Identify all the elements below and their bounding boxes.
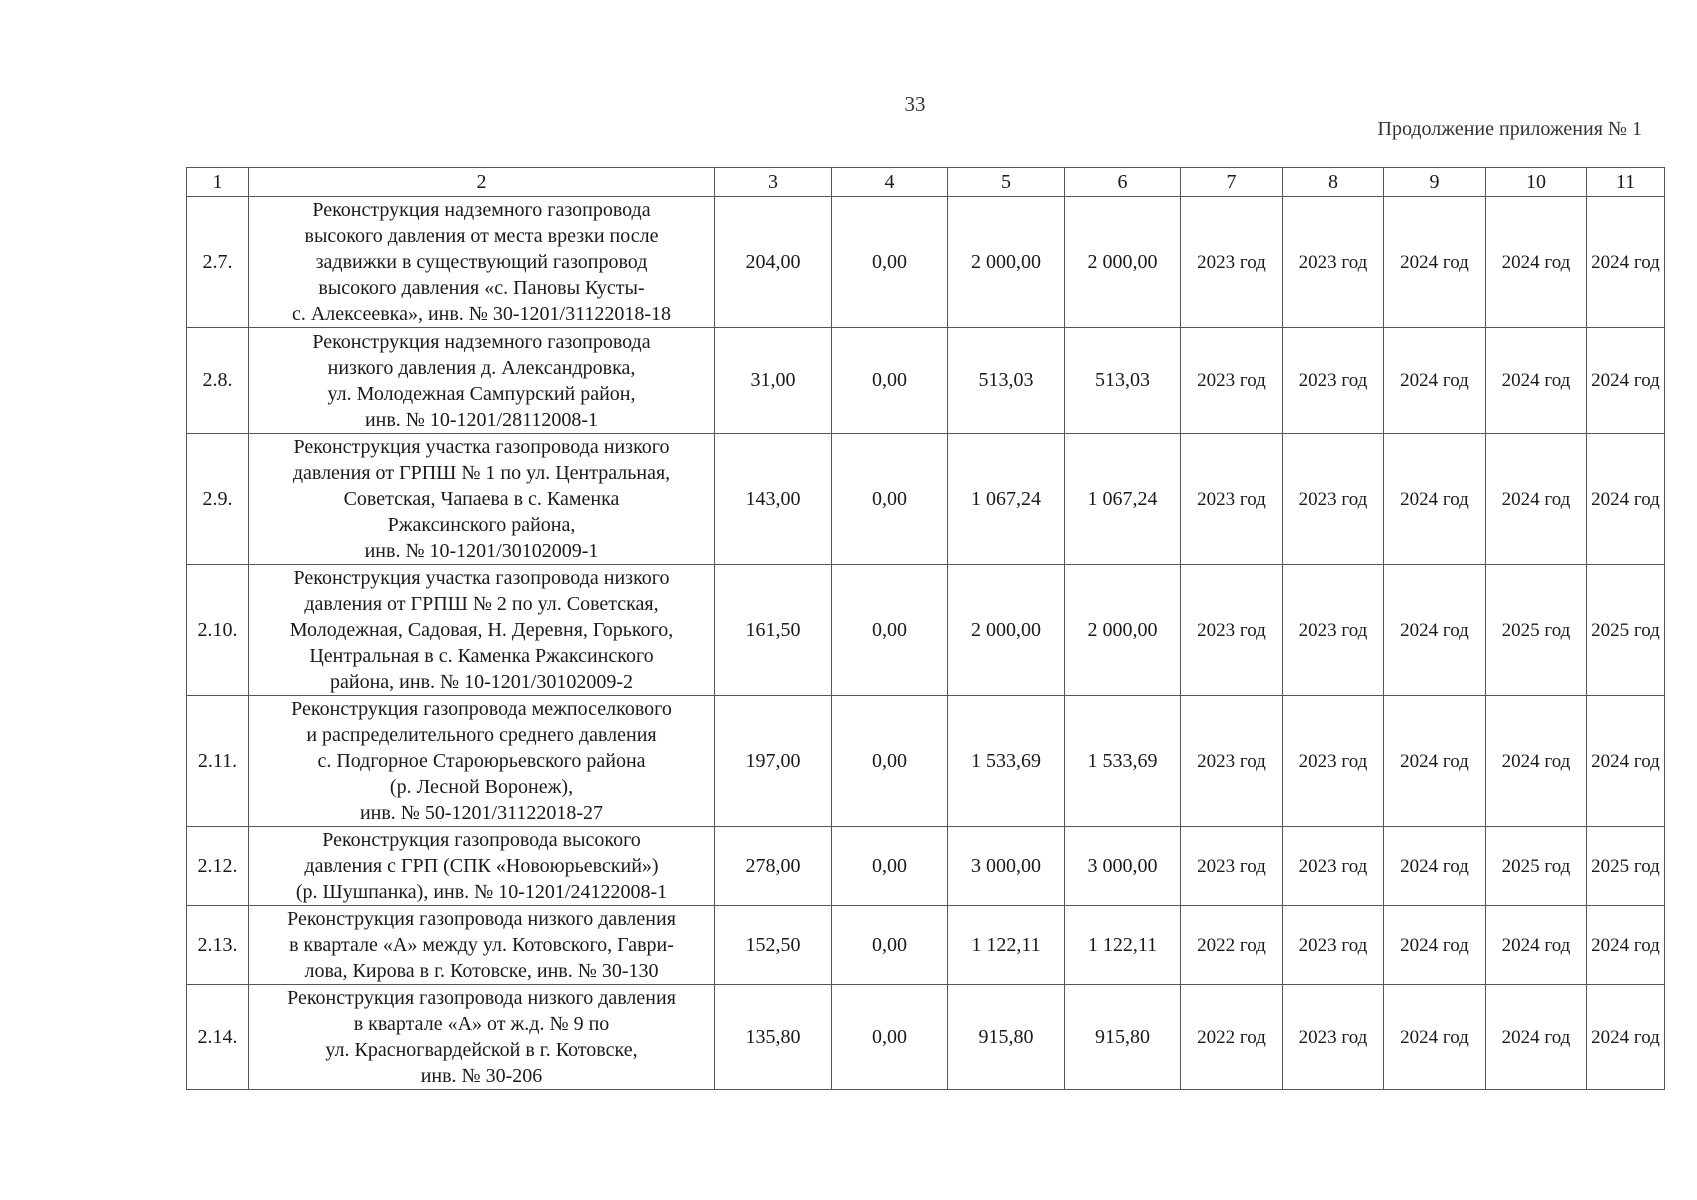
table-row [187, 434, 1665, 565]
description-line: в квартале «А» между ул. Котовского, Гаври- [289, 934, 674, 956]
description-cell [249, 906, 715, 985]
description-cell [249, 985, 715, 1090]
year-cell: 2023 год [1283, 985, 1384, 1090]
row-number-cell: 2.12. [187, 827, 249, 906]
cost-cell: 915,80 [948, 985, 1065, 1090]
year-cell: 2024 год [1486, 906, 1587, 985]
year-cell: 2024 год [1587, 696, 1665, 827]
description-line: задвижки в существующий газопровод [315, 251, 648, 273]
year-cell: 2022 год [1181, 985, 1283, 1090]
row-number-cell: 2.11. [187, 696, 249, 827]
description-line: в квартале «А» от ж.д. № 9 по [353, 1013, 610, 1035]
description-line: инв. № 50-1201/31122018-27 [359, 802, 604, 824]
year-cell: 2025 год [1486, 565, 1587, 696]
value-cell: 0,00 [832, 696, 948, 827]
header-cell: 7 [1181, 168, 1283, 197]
header-cell: 4 [832, 168, 948, 197]
year-cell: 2024 год [1587, 906, 1665, 985]
value-cell: 0,00 [832, 985, 948, 1090]
value-cell: 0,00 [832, 565, 948, 696]
description-line: Реконструкция надземного газопровода [312, 330, 651, 353]
cost-cell: 1 067,24 [948, 434, 1065, 565]
description-cell [249, 434, 715, 565]
cost-cell: 3 000,00 [948, 827, 1065, 906]
description-line: высокого давления от места врезки после [304, 225, 659, 247]
table-body [187, 168, 1665, 1090]
cost-cell: 1 122,11 [948, 906, 1065, 985]
year-cell: 2023 год [1181, 434, 1283, 565]
length-cell: 278,00 [715, 827, 832, 906]
cost-cell: 513,03 [948, 328, 1065, 434]
table-row [187, 696, 1665, 827]
year-cell: 2023 год [1181, 328, 1283, 434]
description-line: давления с ГРП (СПК «Новоюрьевский») [304, 855, 659, 877]
description-line: Реконструкция надземного газопровода [312, 199, 651, 221]
description-line: давления от ГРПШ № 2 по ул. Советская, [304, 593, 659, 615]
value-cell: 0,00 [832, 906, 948, 985]
year-cell: 2023 год [1283, 696, 1384, 827]
description-cell [249, 197, 715, 328]
description-cell [249, 565, 715, 696]
table-row [187, 328, 1665, 434]
cost-cell: 2 000,00 [948, 565, 1065, 696]
year-cell: 2025 год [1587, 565, 1665, 696]
cost-cell: 1 067,24 [1065, 434, 1181, 565]
year-cell: 2023 год [1283, 565, 1384, 696]
length-cell: 152,50 [715, 906, 832, 985]
row-number-cell: 2.7. [187, 197, 249, 328]
year-cell: 2024 год [1587, 197, 1665, 328]
cost-cell: 1 122,11 [1065, 906, 1181, 985]
year-cell: 2024 год [1587, 985, 1665, 1090]
value-cell: 0,00 [832, 434, 948, 565]
header-cell: 2 [249, 168, 715, 197]
year-cell: 2024 год [1486, 197, 1587, 328]
table-header-row [187, 168, 1665, 197]
description-line: инв. № 10-1201/28112008-1 [364, 408, 599, 431]
description-line: Центральная в с. Каменка Ржаксинского [309, 645, 654, 667]
description-line: давления от ГРПШ № 1 по ул. Центральная, [292, 462, 671, 484]
description-line: Реконструкция участка газопровода низкого [293, 436, 670, 458]
length-cell: 197,00 [715, 696, 832, 827]
row-number-cell: 2.14. [187, 985, 249, 1090]
length-cell: 161,50 [715, 565, 832, 696]
year-cell: 2023 год [1283, 906, 1384, 985]
description-line: высокого давления «с. Пановы Кусты- [318, 277, 645, 299]
data-table [186, 167, 1665, 1090]
description-line: (р. Лесной Воронеж), [389, 776, 574, 798]
description-line: инв. № 10-1201/30102009-1 [364, 540, 599, 562]
header-cell: 6 [1065, 168, 1181, 197]
description-line: ул. Красногвардейской в г. Котовске, [325, 1039, 638, 1061]
year-cell: 2024 год [1486, 434, 1587, 565]
year-cell: 2024 год [1384, 696, 1486, 827]
header-cell: 3 [715, 168, 832, 197]
year-cell: 2024 год [1486, 328, 1587, 434]
page-number: 33 [904, 92, 926, 116]
year-cell: 2022 год [1181, 906, 1283, 985]
header-cell: 11 [1587, 168, 1665, 197]
year-cell: 2024 год [1486, 985, 1587, 1090]
description-line: Реконструкция газопровода межпоселкового [291, 698, 672, 720]
length-cell: 204,00 [715, 197, 832, 328]
length-cell: 143,00 [715, 434, 832, 565]
cost-cell: 1 533,69 [1065, 696, 1181, 827]
description-line: с. Алексеевка», инв. № 30-1201/31122018-18 [291, 303, 672, 325]
value-cell: 0,00 [832, 197, 948, 328]
description-line: инв. № 30-206 [420, 1065, 543, 1087]
description-line: Молодежная, Садовая, Н. Деревня, Горького, [289, 619, 674, 641]
year-cell: 2024 год [1587, 328, 1665, 434]
length-cell: 135,80 [715, 985, 832, 1090]
header-cell: 10 [1486, 168, 1587, 197]
description-line: района, инв. № 10-1201/30102009-2 [330, 671, 633, 693]
description-line: ул. Молодежная Сампурский район, [327, 382, 636, 405]
description-line: Реконструкция участка газопровода низкого [293, 567, 670, 589]
table-row [187, 827, 1665, 906]
year-cell: 2024 год [1384, 328, 1486, 434]
cost-cell: 915,80 [1065, 985, 1181, 1090]
description-line: Советская, Чапаева в с. Каменка [343, 488, 620, 510]
year-cell: 2023 год [1283, 328, 1384, 434]
year-cell: 2023 год [1181, 197, 1283, 328]
year-cell: 2023 год [1283, 197, 1384, 328]
description-line: Ржаксинского района, [387, 514, 576, 536]
year-cell: 2023 год [1181, 565, 1283, 696]
header-cell: 1 [187, 168, 249, 197]
table-row [187, 197, 1665, 328]
year-cell: 2023 год [1283, 434, 1384, 565]
year-cell: 2024 год [1384, 565, 1486, 696]
description-line: с. Подгорное Староюрьевского района [317, 750, 646, 772]
cost-cell: 2 000,00 [1065, 197, 1181, 328]
cost-cell: 2 000,00 [1065, 565, 1181, 696]
year-cell: 2024 год [1384, 827, 1486, 906]
description-cell [249, 328, 715, 434]
table-row [187, 906, 1665, 985]
cost-cell: 1 533,69 [948, 696, 1065, 827]
year-cell: 2023 год [1181, 827, 1283, 906]
description-cell [249, 827, 715, 906]
cost-cell: 513,03 [1065, 328, 1181, 434]
year-cell: 2024 год [1384, 434, 1486, 565]
year-cell: 2024 год [1486, 696, 1587, 827]
value-cell: 0,00 [832, 328, 948, 434]
continuation-label: Продолжение приложения № 1 [1377, 118, 1642, 140]
year-cell: 2024 год [1587, 434, 1665, 565]
year-cell: 2024 год [1384, 197, 1486, 328]
description-line: Реконструкция газопровода высокого [322, 829, 641, 851]
header-cell: 8 [1283, 168, 1384, 197]
header-cell: 9 [1384, 168, 1486, 197]
year-cell: 2025 год [1486, 827, 1587, 906]
table-row [187, 565, 1665, 696]
year-cell: 2023 год [1181, 696, 1283, 827]
length-cell: 31,00 [715, 328, 832, 434]
value-cell: 0,00 [832, 827, 948, 906]
table-row [187, 985, 1665, 1090]
year-cell: 2024 год [1384, 985, 1486, 1090]
year-cell: 2025 год [1587, 827, 1665, 906]
header-cell: 5 [948, 168, 1065, 197]
description-line: лова, Кирова в г. Котовске, инв. № 30-130 [304, 960, 659, 982]
description-line: Реконструкция газопровода низкого давления [287, 987, 676, 1009]
description-line: Реконструкция газопровода низкого давления [287, 908, 676, 930]
cost-cell: 2 000,00 [948, 197, 1065, 328]
cost-cell: 3 000,00 [1065, 827, 1181, 906]
description-line: низкого давления д. Александровка, [327, 356, 636, 379]
description-line: (р. Шушпанка), инв. № 10-1201/24122008-1 [295, 881, 668, 903]
description-line: и распределительного среднего давления [306, 724, 657, 746]
year-cell: 2023 год [1283, 827, 1384, 906]
description-cell [249, 696, 715, 827]
year-cell: 2024 год [1384, 906, 1486, 985]
row-number-cell: 2.9. [187, 434, 249, 565]
row-number-cell: 2.10. [187, 565, 249, 696]
row-number-cell: 2.13. [187, 906, 249, 985]
row-number-cell: 2.8. [187, 328, 249, 434]
